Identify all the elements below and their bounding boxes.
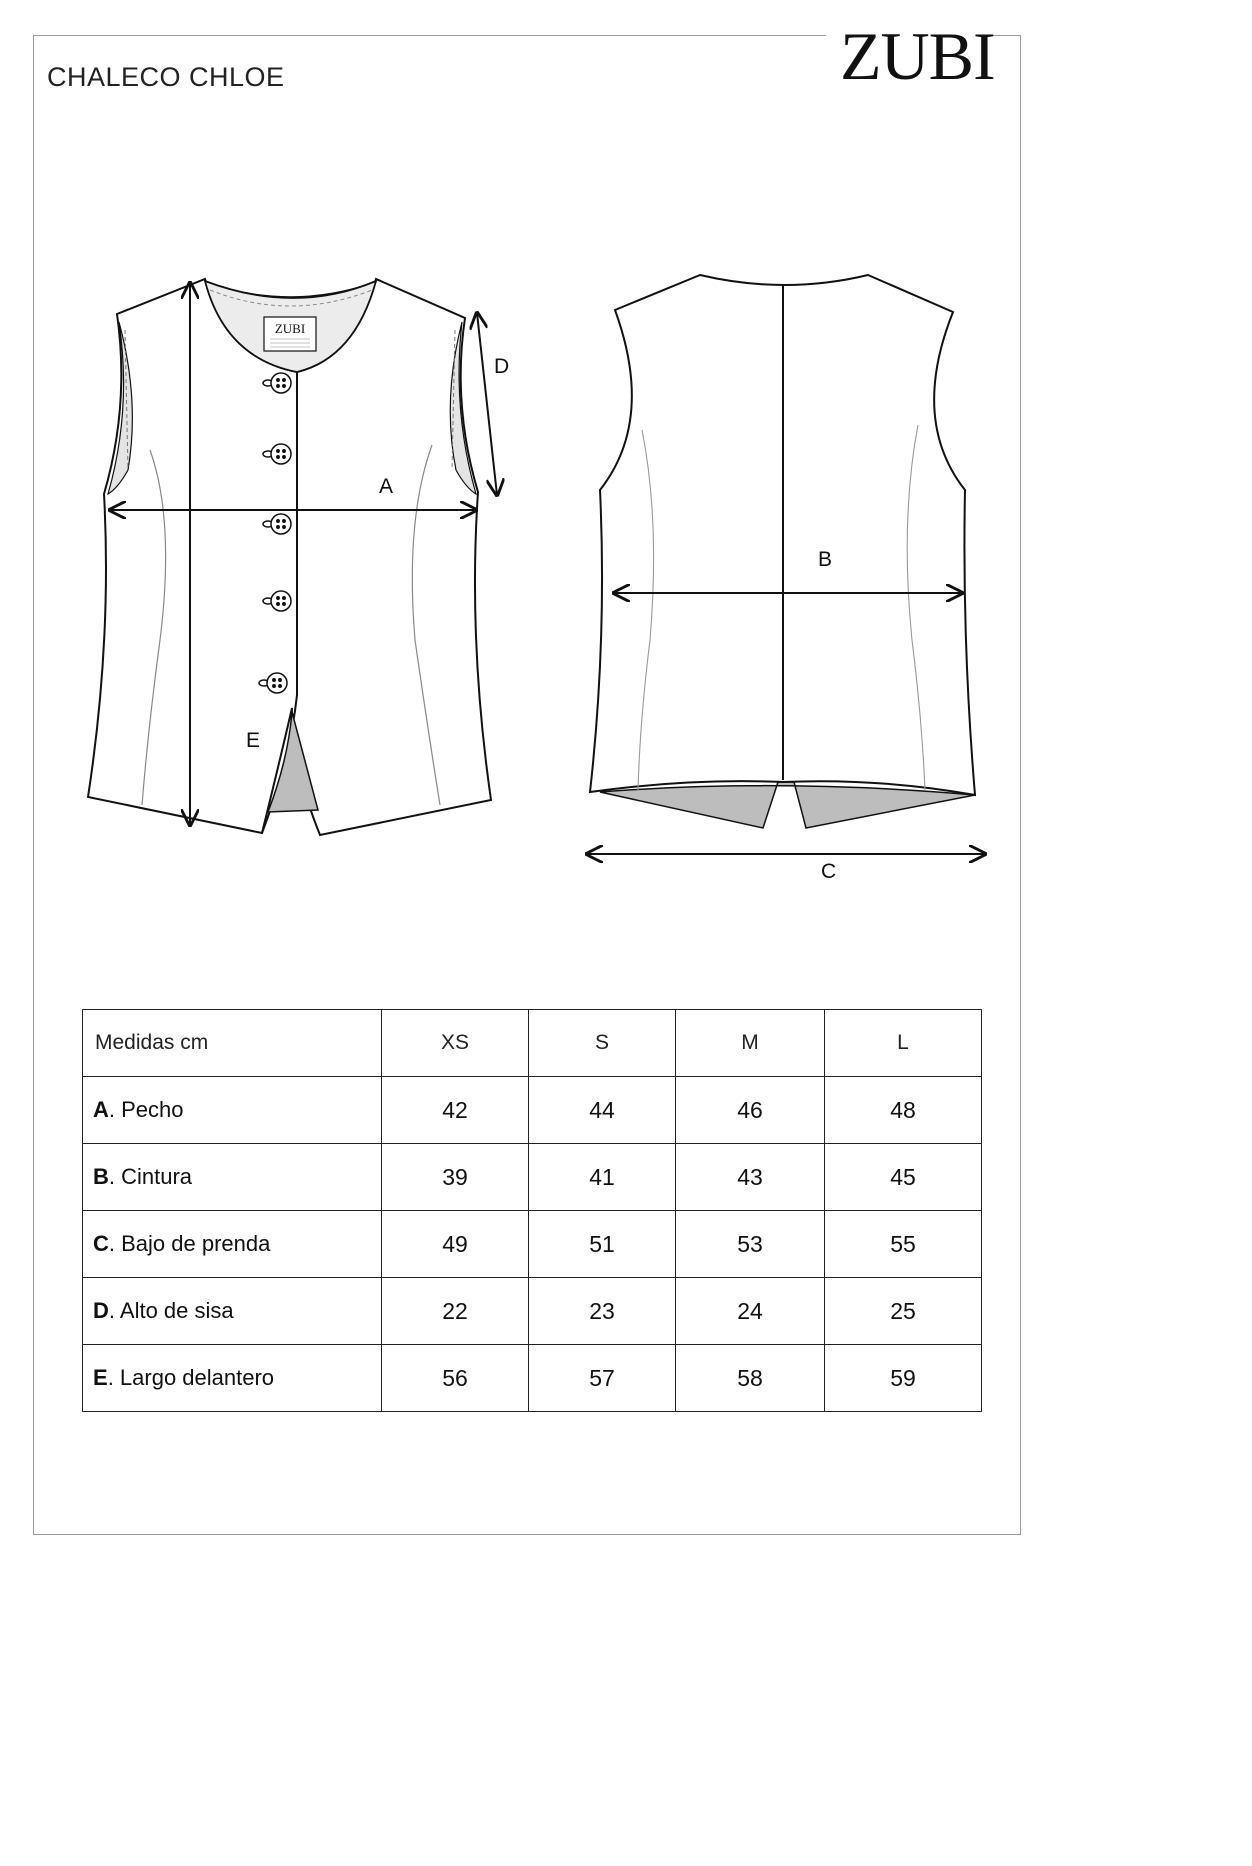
table-cell: 22 [382, 1278, 529, 1345]
label-e: E [246, 729, 261, 752]
table-cell: 58 [676, 1345, 825, 1412]
table-cell: 49 [382, 1211, 529, 1278]
table-cell: 46 [676, 1077, 825, 1144]
table-cell: 53 [676, 1211, 825, 1278]
row-label: B. Cintura [83, 1144, 382, 1211]
table-row [83, 1345, 982, 1412]
table-row [83, 1144, 982, 1211]
front-view [88, 279, 491, 835]
garment-drawing [0, 0, 1050, 1000]
table-cell: 57 [529, 1345, 676, 1412]
table-cell: 48 [825, 1077, 982, 1144]
table-cell: 41 [529, 1144, 676, 1211]
table-cell: 44 [529, 1077, 676, 1144]
brand-logo: ZUBI [840, 18, 995, 94]
size-chart-table [82, 1009, 982, 1412]
table-header-row [83, 1010, 982, 1077]
row-label: C. Bajo de prenda [83, 1211, 382, 1278]
product-title: CHALECO CHLOE [47, 62, 285, 92]
label-c: C [821, 860, 837, 883]
table-cell: 25 [825, 1278, 982, 1345]
table-cell: 43 [676, 1144, 825, 1211]
table-cell: 42 [382, 1077, 529, 1144]
header-size-xs: XS [382, 1010, 529, 1077]
table-row [83, 1211, 982, 1278]
label-d: D [494, 355, 510, 378]
brand-label-tag [264, 317, 316, 351]
header-size-s: S [529, 1010, 676, 1077]
row-label: D. Alto de sisa [83, 1278, 382, 1345]
table-cell: 39 [382, 1144, 529, 1211]
label-a: A [379, 475, 394, 498]
table-row [83, 1278, 982, 1345]
tag-brand-text: ZUBI [274, 321, 306, 336]
table-cell: 56 [382, 1345, 529, 1412]
table-row [83, 1077, 982, 1144]
back-hem-lining [600, 782, 975, 828]
arrow-d [477, 313, 497, 495]
table-cell: 23 [529, 1278, 676, 1345]
table-cell: 24 [676, 1278, 825, 1345]
table-cell: 45 [825, 1144, 982, 1211]
label-b: B [818, 548, 833, 571]
row-label: E. Largo delantero [83, 1345, 382, 1412]
back-view [590, 275, 975, 828]
header-size-m: M [676, 1010, 825, 1077]
table-cell: 51 [529, 1211, 676, 1278]
table-cell: 59 [825, 1345, 982, 1412]
header-measures: Medidas cm [83, 1010, 382, 1077]
table-cell: 55 [825, 1211, 982, 1278]
row-label: A. Pecho [83, 1077, 382, 1144]
header-size-l: L [825, 1010, 982, 1077]
